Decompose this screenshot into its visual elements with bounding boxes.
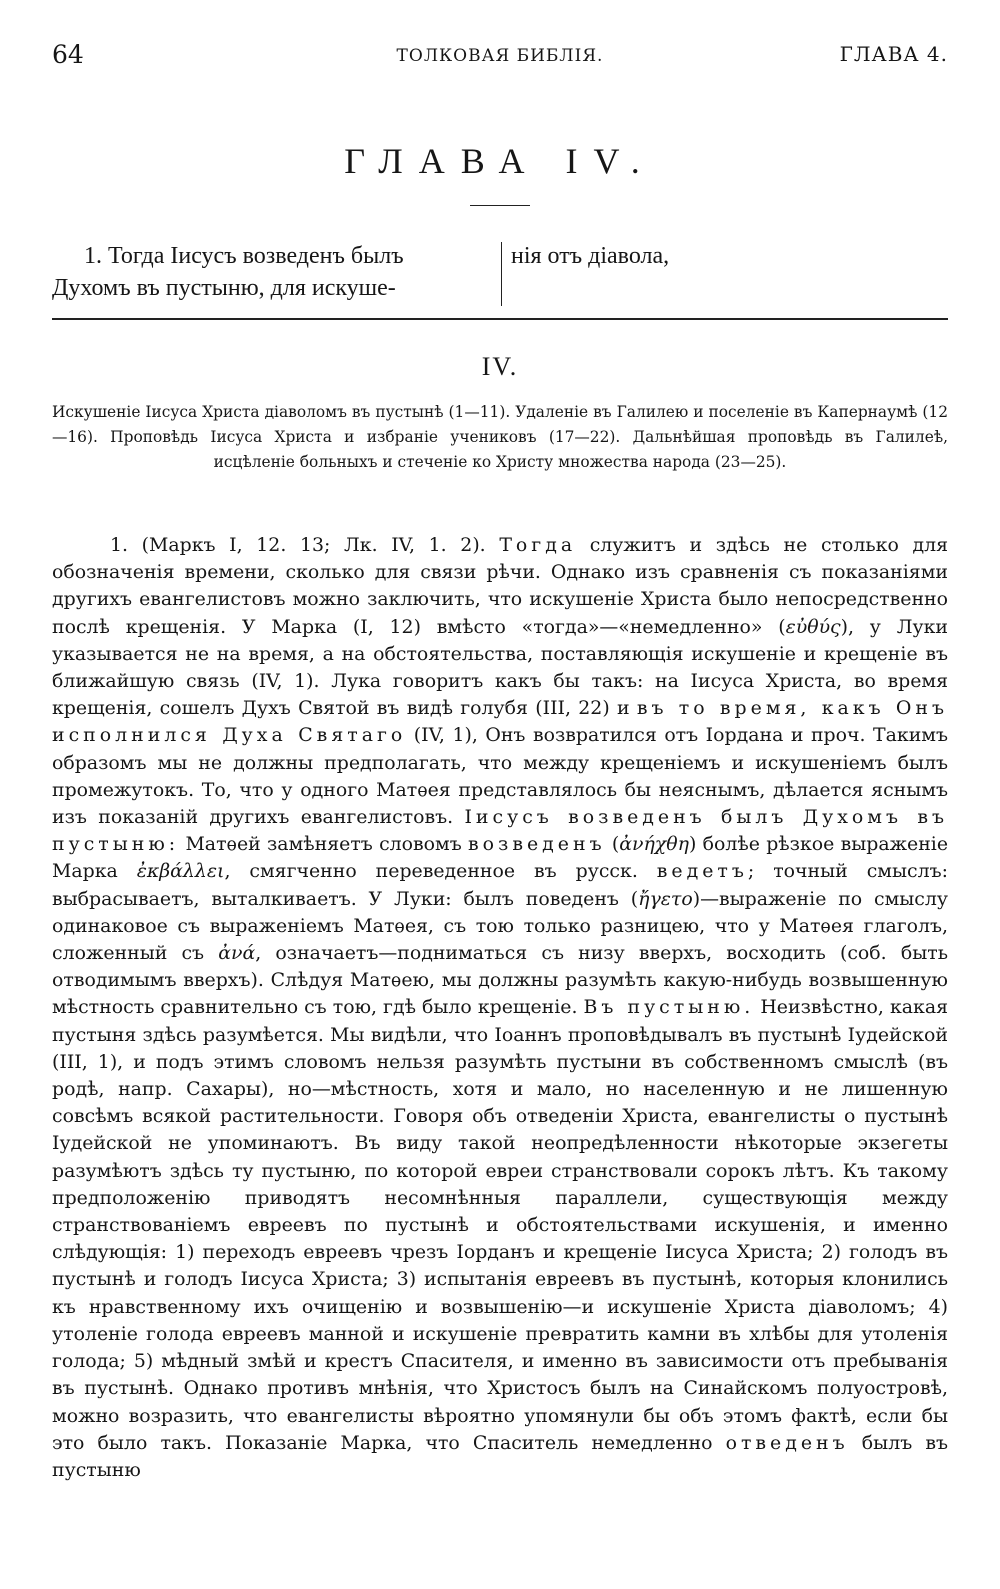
greek-word: ἀνήχθη: [619, 833, 689, 856]
commentary-text: (IV, 1), Онъ возвратился отъ Іордана и проч. Такимъ образомъ мы не должны предполагать, что между крещеніемъ и искушеніемъ былъ промежутокъ. То, что у одного Матѳея представлялось бы неяснымъ, дѣлается яснымъ изъ показаній другихъ евангелистовъ.: [52, 724, 949, 829]
spaced-emphasis: Тогда: [499, 534, 577, 556]
commentary-paragraph: [52, 532, 948, 1484]
spaced-emphasis: Іисусъ возведенъ былъ Духомъ въ пустыню:: [52, 806, 948, 856]
spaced-emphasis: ведетъ: [656, 860, 748, 883]
commentary-text: )—выраженіе по смыслу одинаковое съ выраженіемъ Матѳея, съ тою только разницею, что у Матѳея глаголъ, сложенный съ: [52, 887, 948, 965]
commentary-text: , означаетъ—подниматься съ низу вверхъ, восходить (соб. быть отводимымъ вверхъ). Слѣдуя Матѳею, мы должны разумѣть какую-нибудь возвышенную мѣстность сравнительно съ тою, гдѣ было крещеніе.: [52, 942, 948, 1019]
commentary-text: ), у Луки указывается не на время, а на обстоятельства, поставляющія искушеніе и крещеніе въ ближайшую связь (IV, 1). Лука говоритъ какъ бы такъ: на Іисуса Христа, во время крещенія, сошелъ Духъ Святой въ видѣ голубя (III, 22) и: [52, 615, 948, 720]
running-title: ТОЛКОВАЯ БИБЛІЯ.: [396, 46, 604, 66]
verse-line: нія отъ діавола,: [511, 243, 670, 269]
spaced-emphasis: возведенъ: [468, 833, 606, 856]
page-header: [52, 40, 948, 76]
column-divider: [501, 242, 502, 306]
spaced-emphasis: отведенъ: [725, 1431, 849, 1454]
commentary-text: , смягченно переведенное въ русск.: [224, 860, 657, 883]
section-rule: [52, 318, 948, 320]
commentary-text: Матѳей замѣняетъ словомъ: [179, 833, 469, 856]
commentary-text: Неизвѣстно, какая пустыня здѣсь разумѣется. Мы видѣли, что Іоаннъ проповѣдывалъ въ пустынѣ Іудейской (III, 1), и подъ этимъ словомъ нельзя разумѣть пустыни въ собственномъ смыслѣ (въ родѣ, напр. Сахары), но—мѣстность, хотя и мало, но населенную и не лишенную совсѣмъ всякой растительности. Говоря объ отведеніи Христа, евангелисты о пустынѣ Іудейской не упоминаютъ. Въ виду такой неопредѣленности нѣкоторые экзегеты разумѣютъ здѣсь ту пустыню, по которой евреи странствовали сорокъ лѣтъ. Къ такому предположенію приводятъ несомнѣнныя параллели, существующія между странствованіемъ евреевъ по пустынѣ и обстоятельствами искушенія, и именно слѣдующія: 1) переходъ евреевъ чрезъ Іорданъ и крещеніе Іисуса Христа; 2) голодъ въ пустынѣ и голодъ Іисуса Христа; 3) испытанія евреевъ въ пустынѣ, которыя клонились къ нравственному ихъ очищенію и возвышенію—и искушеніе Христа діаволомъ; 4) утоленіе голода евреевъ манной и искушеніе превратить камни въ хлѣбы для утоленія голода; 5) мѣдный змѣй и крестъ Спасителя, и именно въ зависимости отъ пребыванія въ пустынѣ. Однако противъ мнѣнія, что Христосъ былъ на Синайскомъ полуостровѣ, можно возразить, что евангелисты вѣроятно упомянули бы объ этомъ фактѣ, если бы это было такъ. Показаніе Марка, что Спаситель немедленно: [52, 996, 949, 1454]
greek-word: ἀνά: [218, 942, 256, 965]
scripture-verse: [52, 240, 948, 308]
spaced-emphasis: въ то время, какъ Онъ исполнился Духа Святаго: [52, 697, 948, 747]
chapter-summary: Искушеніе Іисуса Христа діаволомъ въ пустынѣ (1—11). Удаленіе въ Галилею и поселеніе въ Капернаумѣ (12—16). Проповѣдь Іисуса Христа и избраніе учениковъ (17—22). Дальнѣйшая проповѣдь въ Галилеѣ, исцѣленіе больныхъ и стеченіе ко Христу множества народа (23—25).: [52, 403, 948, 471]
chapter-title: ГЛАВА IV.: [344, 141, 656, 181]
commentary-text: служитъ и здѣсь не столько для обозначенія времени, сколько для связи рѣчи. Однако изъ сравненія съ показаніями другихъ евангелистовъ можно заключить, что искушеніе Христа было непосредственно послѣ крещенія. У Марка (I, 12) вмѣсто «тогда»—«немедленно» (: [52, 534, 948, 638]
commentary-text: былъ въ пустыню: [52, 1431, 949, 1481]
title-rule: [470, 205, 530, 206]
chapter-reference: ГЛАВА 4.: [839, 42, 948, 66]
verse-right-column: [511, 240, 669, 272]
section-number: IV.: [481, 352, 519, 381]
greek-word: ἐκβάλλει: [136, 860, 225, 883]
verse-line: Духомъ въ пустыню, для искуше-: [52, 275, 396, 301]
commentary-text: (: [605, 833, 620, 856]
verse-reference: 1. (Маркъ I, 12. 13; Лк. IV, 1. 2).: [110, 534, 500, 556]
greek-word: εὐθύς: [785, 615, 841, 638]
verse-line: 1. Тогда Іисусъ возведенъ былъ: [84, 243, 404, 269]
greek-word: ἤγετο: [638, 887, 693, 910]
spaced-emphasis: Въ пустыню.: [583, 996, 755, 1019]
page-number: 64: [52, 40, 84, 69]
verse-left-column: [52, 240, 499, 304]
commentary-text: ; точный смыслъ: выбрасываетъ, выталкиваетъ. У Луки: былъ поведенъ (: [52, 860, 948, 910]
commentary-text: ) болѣе рѣзкое выраженіе Марка: [52, 833, 949, 883]
